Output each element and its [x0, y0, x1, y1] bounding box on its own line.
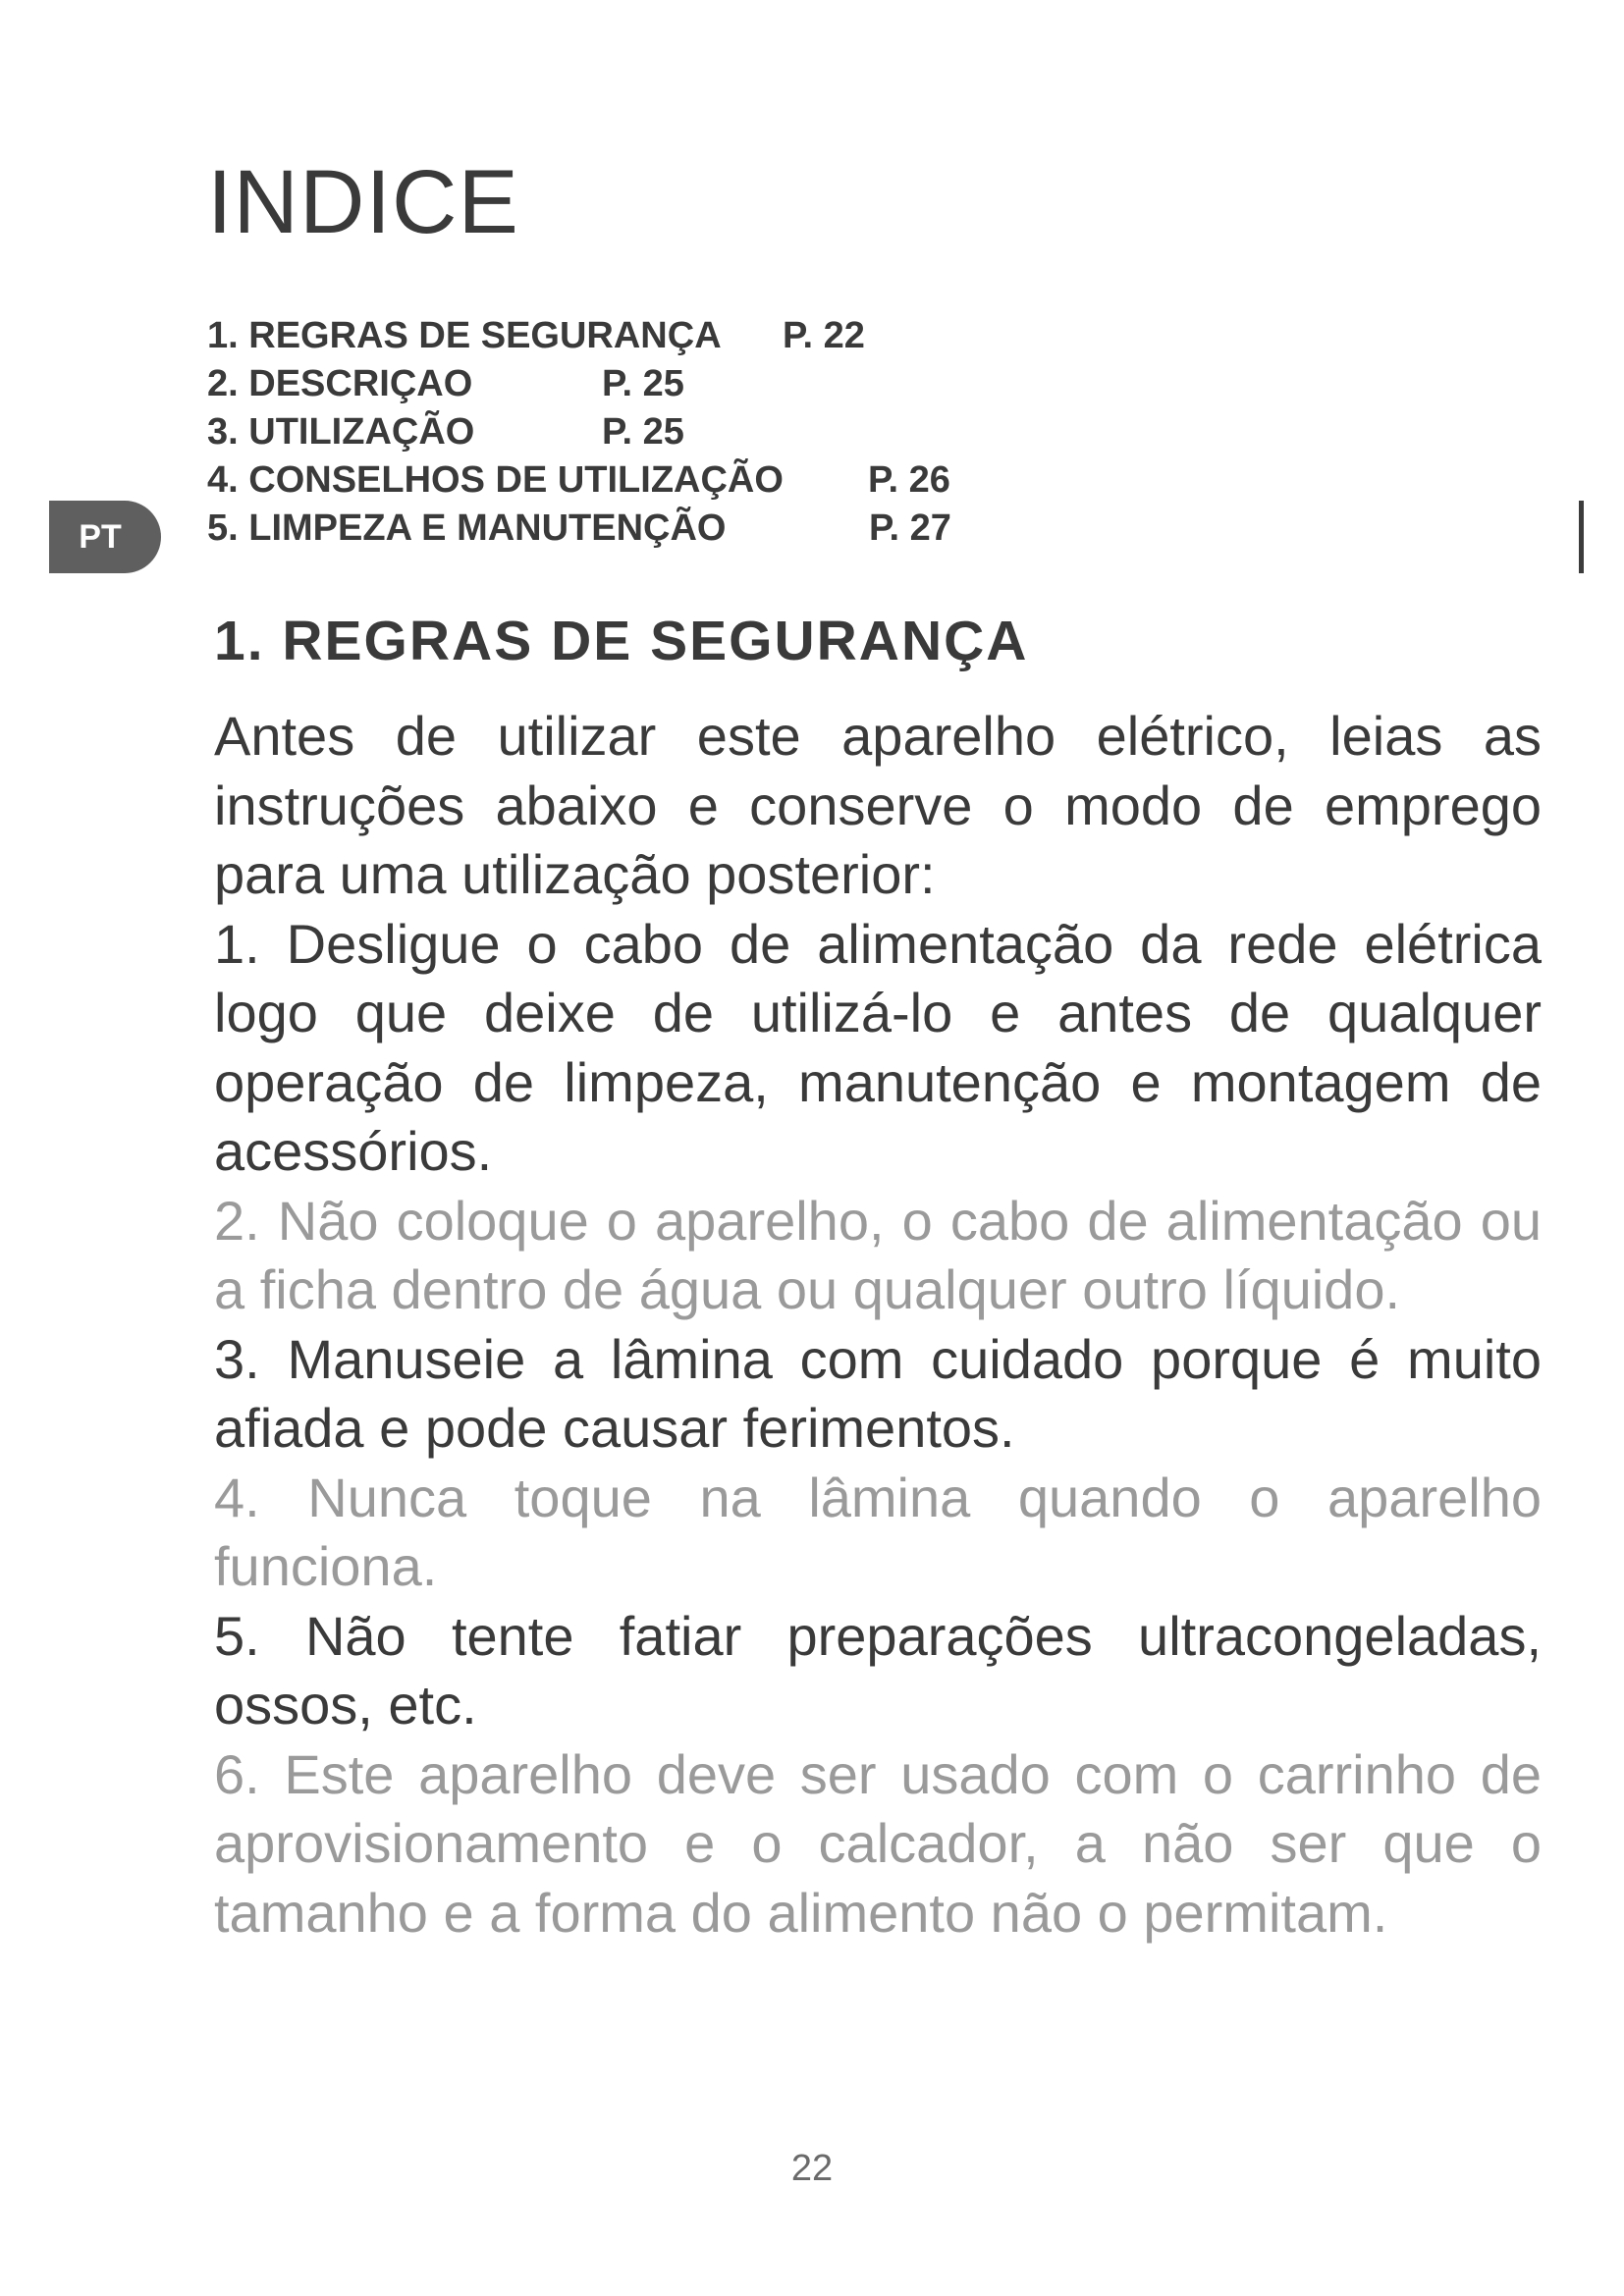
toc-entry [207, 505, 951, 553]
safety-rule: 3. Manuseie a lâmina com cuidado porque é muito afiada e pode causar ferimentos. [214, 1327, 1542, 1459]
toc-entry [207, 456, 950, 505]
margin-marker-bar [1579, 501, 1584, 573]
toc-entry-label: 3. UTILIZAÇÃO [207, 411, 475, 453]
toc-entry-page: P. 27 [869, 507, 951, 549]
section-heading: 1. REGRAS DE SEGURANÇA [214, 610, 1029, 672]
index-title: INDICE [207, 152, 519, 252]
toc-entry-label: 2. DESCRIÇAO [207, 363, 473, 404]
safety-rule: 1. Desligue o cabo de alimentação da rede elétrica logo que deixe de utilizá-lo e antes de qualquer operação de limpeza, manutenção e montagem de acessórios. [214, 912, 1542, 1182]
safety-rule: 6. Este aparelho deve ser usado com o carrinho de aprovisionamento e o calcador, a não ser que o tamanho e a forma do alimento não o permitam. [214, 1742, 1542, 1944]
language-tab-label: PT [79, 517, 122, 556]
toc-entry-page: P. 25 [602, 363, 684, 404]
table-of-contents [207, 312, 951, 553]
language-tab [49, 501, 161, 573]
safety-rule: 2. Não coloque o aparelho, o cabo de alimentação ou a ficha dentro de água ou qualquer outro líquido. [214, 1189, 1542, 1320]
section-body [214, 702, 1542, 1948]
safety-rule: 5. Não tente fatiar preparações ultracongeladas, ossos, etc. [214, 1604, 1542, 1735]
toc-entry [207, 408, 784, 456]
toc-entry-page: P. 26 [868, 459, 950, 501]
toc-entry-label: 5. LIMPEZA E MANUTENÇÃO [207, 507, 727, 549]
toc-entry [207, 360, 784, 408]
intro-paragraph: Antes de utilizar este aparelho elétrico, leias as instruções abaixo e conserve o modo de emprego para uma utilização posterior: [214, 705, 1542, 905]
toc-entry-label: 1. REGRAS DE SEGURANÇA [207, 315, 722, 356]
toc-entry-label: 4. CONSELHOS DE UTILIZAÇÃO [207, 459, 784, 501]
page-number: 22 [790, 2148, 834, 2189]
toc-entry-page: P. 22 [783, 315, 865, 356]
toc-entry [207, 312, 865, 360]
safety-rule: 4. Nunca toque na lâmina quando o aparelho funciona. [214, 1466, 1542, 1597]
toc-entry-page: P. 25 [602, 411, 684, 453]
